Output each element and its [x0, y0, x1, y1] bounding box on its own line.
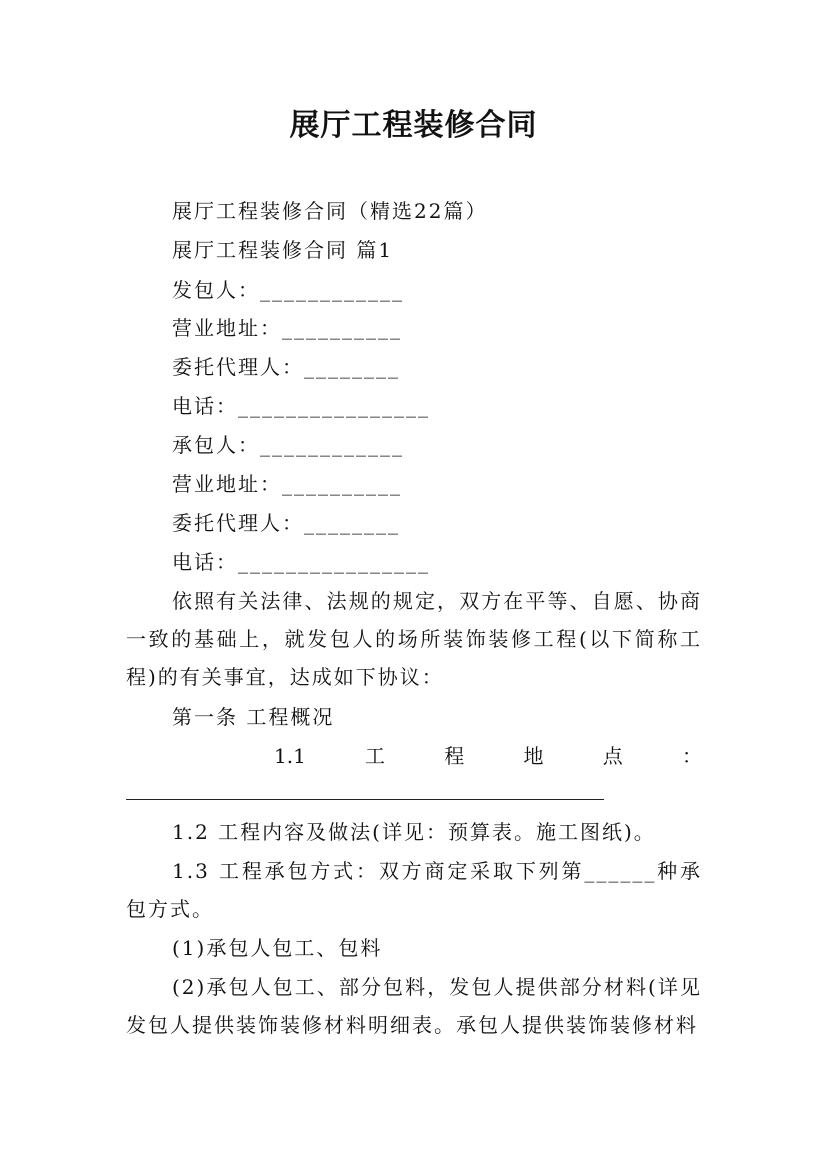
item-1-1-char: 工: [365, 744, 386, 768]
item-1-1-char: 地: [523, 744, 544, 768]
intro-paragraph: 依照有关法律、法规的规定，双方在平等、自愿、协商一致的基础上，就发包人的场所装饰装修工程(以下简称工程)的有关事宜，达成如下协议：: [126, 589, 702, 689]
document-title: 展厅工程装修合同: [289, 108, 538, 143]
party-a-field: 发包人：____________: [172, 278, 404, 302]
item-1-1-char: 程: [444, 744, 465, 768]
party-a-phone-field: 电话：________________: [172, 394, 430, 418]
item-1-1-char: 点: [602, 744, 623, 768]
section-heading: 展厅工程装修合同 篇1: [172, 238, 394, 262]
party-b-address-field: 营业地址：__________: [172, 472, 402, 496]
party-b-agent-field: 委托代理人：________: [172, 511, 400, 535]
item-1-1-location: [126, 741, 702, 771]
item-1-1-number: 1.1: [274, 744, 306, 768]
article-1-heading: 第一条 工程概况: [172, 705, 335, 729]
option-2: (2)承包人包工、部分包料，发包人提供部分材料(详见发包人提供装饰装修材料明细表。承包人提供装饰装修材料: [126, 975, 702, 1037]
item-1-2: 1.2 工程内容及做法(详见：预算表。施工图纸)。: [172, 820, 656, 844]
document-subtitle: 展厅工程装修合同（精选22篇）: [172, 199, 488, 223]
party-a-address-field: 营业地址：__________: [172, 316, 402, 340]
party-b-field: 承包人：____________: [172, 433, 404, 457]
location-blank-line: [126, 799, 604, 800]
party-a-agent-field: 委托代理人：________: [172, 355, 400, 379]
item-1-3: 1.3 工程承包方式：双方商定采取下列第______种承包方式。: [126, 859, 702, 921]
item-1-1-colon: ：: [681, 744, 702, 768]
option-1: (1)承包人包工、包料: [172, 936, 383, 960]
party-b-phone-field: 电话：________________: [172, 550, 430, 574]
